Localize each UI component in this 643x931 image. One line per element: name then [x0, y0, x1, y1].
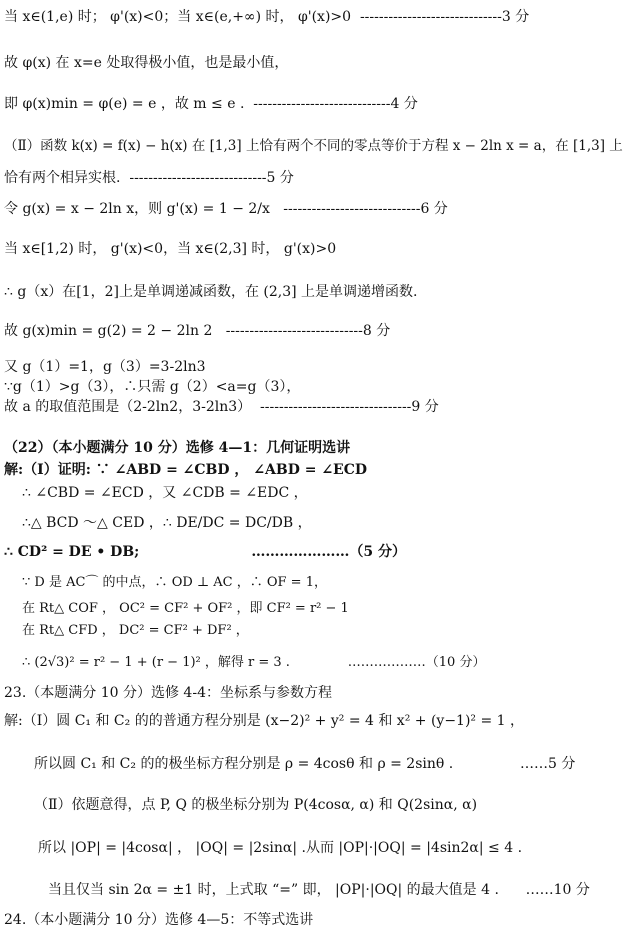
line-9: 故 g(x)min = g(2) = 2 − 2ln 2 -----------------------------8 分 [4, 323, 391, 339]
section-23-title: 23.（本题满分 10 分）选修 4-4：坐标系与参数方程 [4, 685, 332, 701]
line-23: 解:（Ⅰ）圆 C₁ 和 C₂ 的的普通方程分别是 (x−2)² + y² = 4 和 x² + (y−1)² = 1 ， [4, 713, 525, 729]
line-7: 当 x∈[1,2) 时， g'(x)<0，当 x∈(2,3] 时， g'(x)>0 [4, 241, 337, 257]
line-20: 在 Rt△ CFD ， DC² = CF² + DF² ， [22, 623, 249, 638]
line-24: 所以圆 C₁ 和 C₂ 的的极坐标方程分别是 ρ = 4cosθ 和 ρ = 2sinθ . ……5 分 [34, 756, 576, 772]
line-17: ∴ CD² = DE • DB; …………………（5 分） [4, 544, 407, 560]
line-16: ∴△ BCD ～△ CED ，∴ DE/DC = DC/DB ， [22, 515, 312, 531]
line-26: 所以 |OP| = |4cosα| ， |OQ| = |2sinα| .从而 |OP|·|OQ| = |4sin2α| ≤ 4 . [38, 840, 523, 856]
line-10: 又 g（1）=1，g（3）=3-2ln3 [4, 359, 206, 375]
line-4: （Ⅱ）函数 k(x) = f(x) − h(x) 在 [1,3] 上恰有两个不同的零点等价于方程 x − 2ln x = a，在 [1,3] 上 [4, 138, 623, 154]
line-11: ∵g（1）>g（3），∴只需 g（2）<a=g（3）， [4, 379, 301, 395]
line-2: 故 φ(x) 在 x=e 处取得极小值，也是最小值， [4, 55, 289, 71]
line-8: ∴ g（x）在[1，2]上是单调递减函数，在 (2,3] 上是单调递增函数. [4, 284, 418, 300]
line-25: （Ⅱ）依题意得，点 P, Q 的极坐标分别为 P(4cosα, α) 和 Q(2sinα, α) [34, 797, 478, 813]
section-22-title: （22）（本小题满分 10 分）选修 4—1：几何证明选讲 [4, 440, 351, 456]
line-18: ∵ D 是 AC⌒ 的中点，∴ OD ⊥ AC ，∴ OF = 1， [22, 575, 327, 590]
line-19: 在 Rt△ COF ， OC² = CF² + OF² ，即 CF² = r² − 1 [22, 601, 349, 616]
line-27: 当且仅当 sin 2α = ±1 时，上式取 “=” 即， |OP|·|OQ| 的最大值是 4 . ……10 分 [48, 882, 590, 898]
line-14: 解:（I）证明: ∵ ∠ABD = ∠CBD ， ∠ABD = ∠ECD [4, 462, 368, 478]
line-12: 故 a 的取值范围是（2-2ln2，3-2ln3） --------------------------------9 分 [4, 399, 439, 415]
line-1: 当 x∈(1,e) 时； φ'(x)<0；当 x∈(e,+∞) 时， φ'(x)>0 ------------------------------3 分 [4, 9, 530, 25]
line-3: 即 φ(x)min = φ(e) = e ，故 m ≤ e . -----------------------------4 分 [4, 96, 418, 112]
line-6: 令 g(x) = x − 2ln x，则 g'(x) = 1 − 2/x -----------------------------6 分 [4, 201, 448, 217]
line-5: 恰有两个相异实根. -----------------------------5 分 [4, 170, 294, 186]
section-24-title: 24.（本小题满分 10 分）选修 4—5：不等式选讲 [4, 912, 314, 928]
line-21: ∴ (2√3)² = r² − 1 + (r − 1)² ，解得 r = 3 . ………………（10 分） [22, 655, 486, 670]
line-15: ∴ ∠CBD = ∠ECD ，又 ∠CDB = ∠EDC ， [22, 485, 308, 501]
